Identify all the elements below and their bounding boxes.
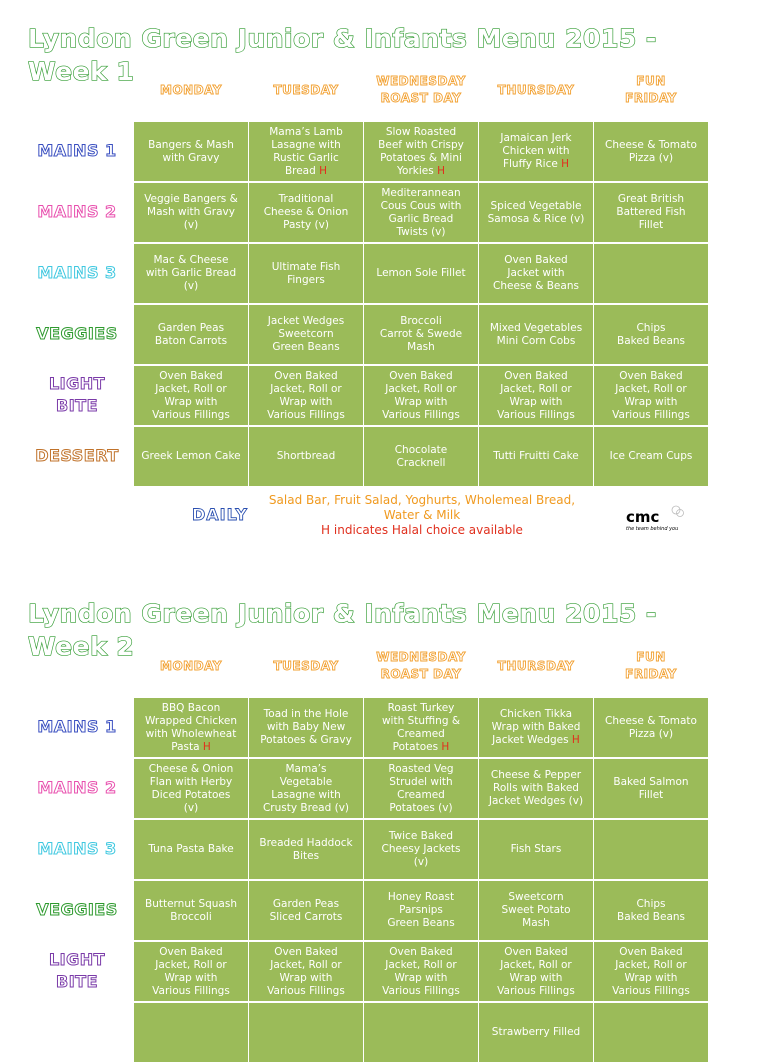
menu-cell [594, 942, 708, 1001]
day-header [134, 658, 248, 675]
menu-cell [364, 759, 478, 818]
menu-item-text: Chocolate Cracknell [394, 443, 448, 469]
menu-item-text: Cheese & Tomato Pizza (v) [605, 714, 697, 740]
menu-cell [364, 427, 478, 486]
menu-item-text: Tuna Pasta Bake [148, 843, 234, 855]
menu-cell [479, 881, 593, 940]
day-header [134, 82, 248, 99]
day-header-line2: ROAST DAY [380, 667, 462, 681]
menu-item-text: Traditional Cheese & Onion Pasty (v) [263, 193, 349, 231]
menu-item-text: Oven Baked Jacket, Roll or Wrap with Various Fillings [382, 945, 460, 997]
row-label-line1: LIGHT [48, 950, 106, 969]
row-label-line1: LIGHT [48, 374, 106, 393]
row-label-line2: BITE [56, 396, 98, 415]
menu-item-text: Oven Baked Jacket, Roll or Wrap with Various Fillings [152, 369, 230, 421]
menu-item-text: Butternut Squash Broccoli [145, 897, 237, 923]
menu-cell [364, 1003, 478, 1062]
menu-cell [594, 122, 708, 181]
halal-marker: H [568, 734, 580, 746]
menu-item-text: Veggie Bangers & Mash with Gravy (v) [144, 193, 238, 231]
week1-title-line2: Week 1 [28, 57, 135, 86]
menu-cell [249, 1003, 363, 1062]
week2-menu-grid [134, 698, 708, 1062]
day-header-line1: FUN [636, 74, 666, 88]
day-header-line1: WEDNESDAY [376, 650, 466, 664]
menu-item-text: Oven Baked Jacket, Roll or Wrap with Various Fillings [497, 369, 575, 421]
day-header-line2: FRIDAY [625, 91, 677, 105]
menu-cell [479, 305, 593, 364]
menu-cell [594, 183, 708, 242]
menu-cell [364, 183, 478, 242]
day-header-line1: THURSDAY [497, 83, 575, 97]
menu-cell [479, 366, 593, 425]
row-label [26, 949, 128, 993]
logo-name: cmc [626, 508, 660, 526]
menu-cell [249, 183, 363, 242]
menu-cell [249, 698, 363, 757]
day-header [364, 649, 478, 683]
menu-item-text: Tutti Fruitti Cake [493, 450, 579, 462]
day-header [249, 658, 363, 675]
menu-cell [594, 759, 708, 818]
day-header-line1: MONDAY [160, 83, 222, 97]
menu-cell [249, 427, 363, 486]
menu-cell [134, 1003, 248, 1062]
row-label-line1: MAINS 2 [37, 202, 117, 221]
day-header [249, 82, 363, 99]
menu-cell [134, 366, 248, 425]
menu-cell [249, 942, 363, 1001]
day-header-line1: MONDAY [160, 659, 222, 673]
menu-cell [479, 183, 593, 242]
day-header [364, 73, 478, 107]
cmc-logo-icon [624, 504, 694, 534]
row-label [26, 716, 128, 738]
menu-cell [249, 759, 363, 818]
day-header-line1: THURSDAY [497, 659, 575, 673]
halal-marker: H [433, 164, 445, 177]
menu-item-text: Sweetcorn Sweet Potato Mash [501, 891, 571, 929]
row-label-line1: VEGGIES [36, 324, 118, 343]
menu-item-text: Mama’s Vegetable Lasagne with Crusty Bread (v) [262, 762, 350, 814]
daily-items: Salad Bar, Fruit Salad, Yoghurts, Wholemeal Bread, Water & Milk [268, 493, 576, 522]
menu-cell [594, 698, 708, 757]
menu-cell [134, 759, 248, 818]
menu-cell [249, 244, 363, 303]
halal-marker: H [199, 740, 211, 753]
menu-item-text: Spiced Vegetable Samosa & Rice (v) [487, 199, 585, 225]
week1-title-line1: Lyndon Green Junior & Infants Menu 2015 - [28, 24, 657, 53]
menu-item-text: Cheese & Onion Flan with Herby Diced Potatoes (v) [148, 762, 234, 814]
menu-item-text: Cheese & Pepper Rolls with Baked Jacket Wedges (v) [488, 769, 584, 807]
menu-item-text: Jamaican Jerk Chicken with Fluffy Rice [500, 132, 572, 170]
week1-title [28, 22, 657, 88]
menu-cell [134, 122, 248, 181]
day-header [479, 658, 593, 675]
halal-marker: H [438, 740, 450, 753]
menu-cell [479, 942, 593, 1001]
menu-cell [479, 698, 593, 757]
row-label [26, 445, 128, 467]
menu-cell [364, 698, 478, 757]
menu-cell [479, 427, 593, 486]
row-label [26, 777, 128, 799]
menu-item-text: BBQ Bacon Wrapped Chicken with Wholewheat Pasta [145, 701, 237, 753]
menu-cell [364, 244, 478, 303]
row-label-line1: VEGGIES [36, 900, 118, 919]
row-label [26, 838, 128, 860]
row-label-line1: MAINS 3 [37, 839, 117, 858]
menu-cell [594, 305, 708, 364]
day-header-line1: FUN [636, 650, 666, 664]
menu-item-text: Garden Peas Baton Carrots [154, 321, 228, 347]
row-label [26, 323, 128, 345]
row-label [26, 262, 128, 284]
menu-item-text: Slow Roasted Beef with Crispy Potatoes & Mini Yorkies [378, 125, 464, 177]
day-header-line1: TUESDAY [273, 83, 339, 97]
week2-title-line1: Lyndon Green Junior & Infants Menu 2015 - [28, 599, 657, 628]
menu-item-text: Roasted Veg Strudel with Creamed Potatoes (v) [388, 762, 454, 814]
menu-item-text: Mac & Cheese with Garlic Bread (v) [145, 254, 237, 292]
menu-cell [134, 942, 248, 1001]
row-label [26, 201, 128, 223]
menu-item-text: Fish Stars [510, 843, 562, 855]
row-label-line1: MAINS 1 [37, 717, 117, 736]
row-label-line1: DESSERT [35, 446, 119, 465]
menu-cell [134, 427, 248, 486]
day-header-line2: FRIDAY [625, 667, 677, 681]
menu-item-text: Bangers & Mash with Gravy [148, 138, 234, 164]
menu-cell [134, 244, 248, 303]
menu-item-text: Breaded Haddock Bites [259, 836, 353, 862]
menu-item-text: Greek Lemon Cake [141, 450, 241, 462]
row-label [26, 899, 128, 921]
menu-cell [249, 881, 363, 940]
menu-cell [249, 820, 363, 879]
week2-title-line2: Week 2 [28, 632, 135, 661]
day-header [594, 649, 708, 683]
menu-item-text: Oven Baked Jacket, Roll or Wrap with Various Fillings [267, 369, 345, 421]
day-header-line1: WEDNESDAY [376, 74, 466, 88]
menu-cell [249, 122, 363, 181]
menu-item-text: Oven Baked Jacket, Roll or Wrap with Various Fillings [382, 369, 460, 421]
row-label [26, 140, 128, 162]
menu-item-text: Chicken Tikka Wrap with Baked Jacket Wedges [491, 708, 581, 746]
menu-item-text: Oven Baked Jacket, Roll or Wrap with Various Fillings [152, 945, 230, 997]
row-label-line1: MAINS 2 [37, 778, 117, 797]
menu-item-text: Jacket Wedges Sweetcorn Green Beans [267, 315, 345, 353]
menu-item-text: Toad in the Hole with Baby New Potatoes & Gravy [260, 708, 352, 746]
day-header [479, 82, 593, 99]
menu-cell [364, 305, 478, 364]
menu-item-text: Oven Baked Jacket, Roll or Wrap with Various Fillings [497, 945, 575, 997]
menu-item-text: Ice Cream Cups [609, 450, 693, 462]
day-header [594, 73, 708, 107]
menu-item-text: Roast Turkey with Stuffing & Creamed Potatoes [381, 701, 461, 753]
menu-cell [134, 820, 248, 879]
menu-cell [134, 881, 248, 940]
menu-item-text: Oven Baked Jacket, Roll or Wrap with Various Fillings [267, 945, 345, 997]
halal-marker: H [557, 158, 570, 170]
menu-cell [364, 820, 478, 879]
menu-item-text: Mama’s Lamb Lasagne with Rustic Garlic Bread [269, 125, 343, 177]
menu-item-text: Oven Baked Jacket, Roll or Wrap with Various Fillings [612, 945, 690, 997]
row-label [26, 373, 128, 417]
week2-title [28, 597, 657, 663]
week1-menu-grid [134, 122, 708, 486]
row-label-line1: MAINS 1 [37, 141, 117, 160]
halal-marker: H [315, 164, 328, 177]
menu-cell [134, 698, 248, 757]
menu-cell [364, 881, 478, 940]
row-label-line1: MAINS 3 [37, 263, 117, 282]
menu-item-text: Twice Baked Cheesy Jackets (v) [381, 830, 461, 868]
halal-note: H indicates Halal choice available [321, 523, 523, 537]
menu-item-text: Great British Battered Fish Fillet [616, 193, 686, 231]
row-label-line2: BITE [56, 972, 98, 991]
menu-cell [594, 881, 708, 940]
menu-item-text: Shortbread [276, 450, 336, 462]
logo-tagline: the team behind you [626, 526, 679, 532]
menu-cell [594, 244, 708, 303]
menu-cell [249, 305, 363, 364]
menu-cell [479, 820, 593, 879]
menu-item-text: Garden Peas Sliced Carrots [269, 897, 343, 923]
menu-item-text: Mediterannean Cous Cous with Garlic Bread Twists (v) [380, 186, 462, 238]
day-header-line2: ROAST DAY [380, 91, 462, 105]
menu-item-text: Lemon Sole Fillet [376, 267, 466, 279]
menu-cell [364, 366, 478, 425]
daily-label: DAILY [192, 505, 248, 524]
menu-item-text: Oven Baked Jacket, Roll or Wrap with Various Fillings [612, 369, 690, 421]
menu-cell [364, 942, 478, 1001]
menu-cell [134, 305, 248, 364]
menu-cell [249, 366, 363, 425]
menu-item-text: Baked Salmon Fillet [613, 775, 689, 801]
menu-cell [134, 183, 248, 242]
menu-cell [479, 759, 593, 818]
menu-item-text: Chips Baked Beans [616, 321, 686, 347]
cmc-logo [624, 504, 694, 532]
menu-cell [594, 427, 708, 486]
menu-item-text: Chips Baked Beans [616, 897, 686, 923]
menu-cell [594, 1003, 708, 1062]
menu-item-text: Broccoli Carrot & Swede Mash [379, 315, 463, 353]
menu-item-text: Honey Roast Parsnips Green Beans [387, 891, 455, 929]
menu-cell [479, 244, 593, 303]
menu-item-text: Cheese & Tomato Pizza (v) [605, 138, 697, 164]
menu-cell [594, 366, 708, 425]
menu-cell [479, 122, 593, 181]
menu-item-text: Oven Baked Jacket with Cheese & Beans [493, 254, 579, 292]
menu-item-text: Mixed Vegetables Mini Corn Cobs [489, 321, 583, 347]
menu-item-text: Strawberry Filled [491, 1026, 581, 1038]
day-header-line1: TUESDAY [273, 659, 339, 673]
menu-item-text: Ultimate Fish Fingers [271, 260, 341, 286]
menu-cell [594, 820, 708, 879]
menu-cell [479, 1003, 593, 1062]
menu-cell [364, 122, 478, 181]
